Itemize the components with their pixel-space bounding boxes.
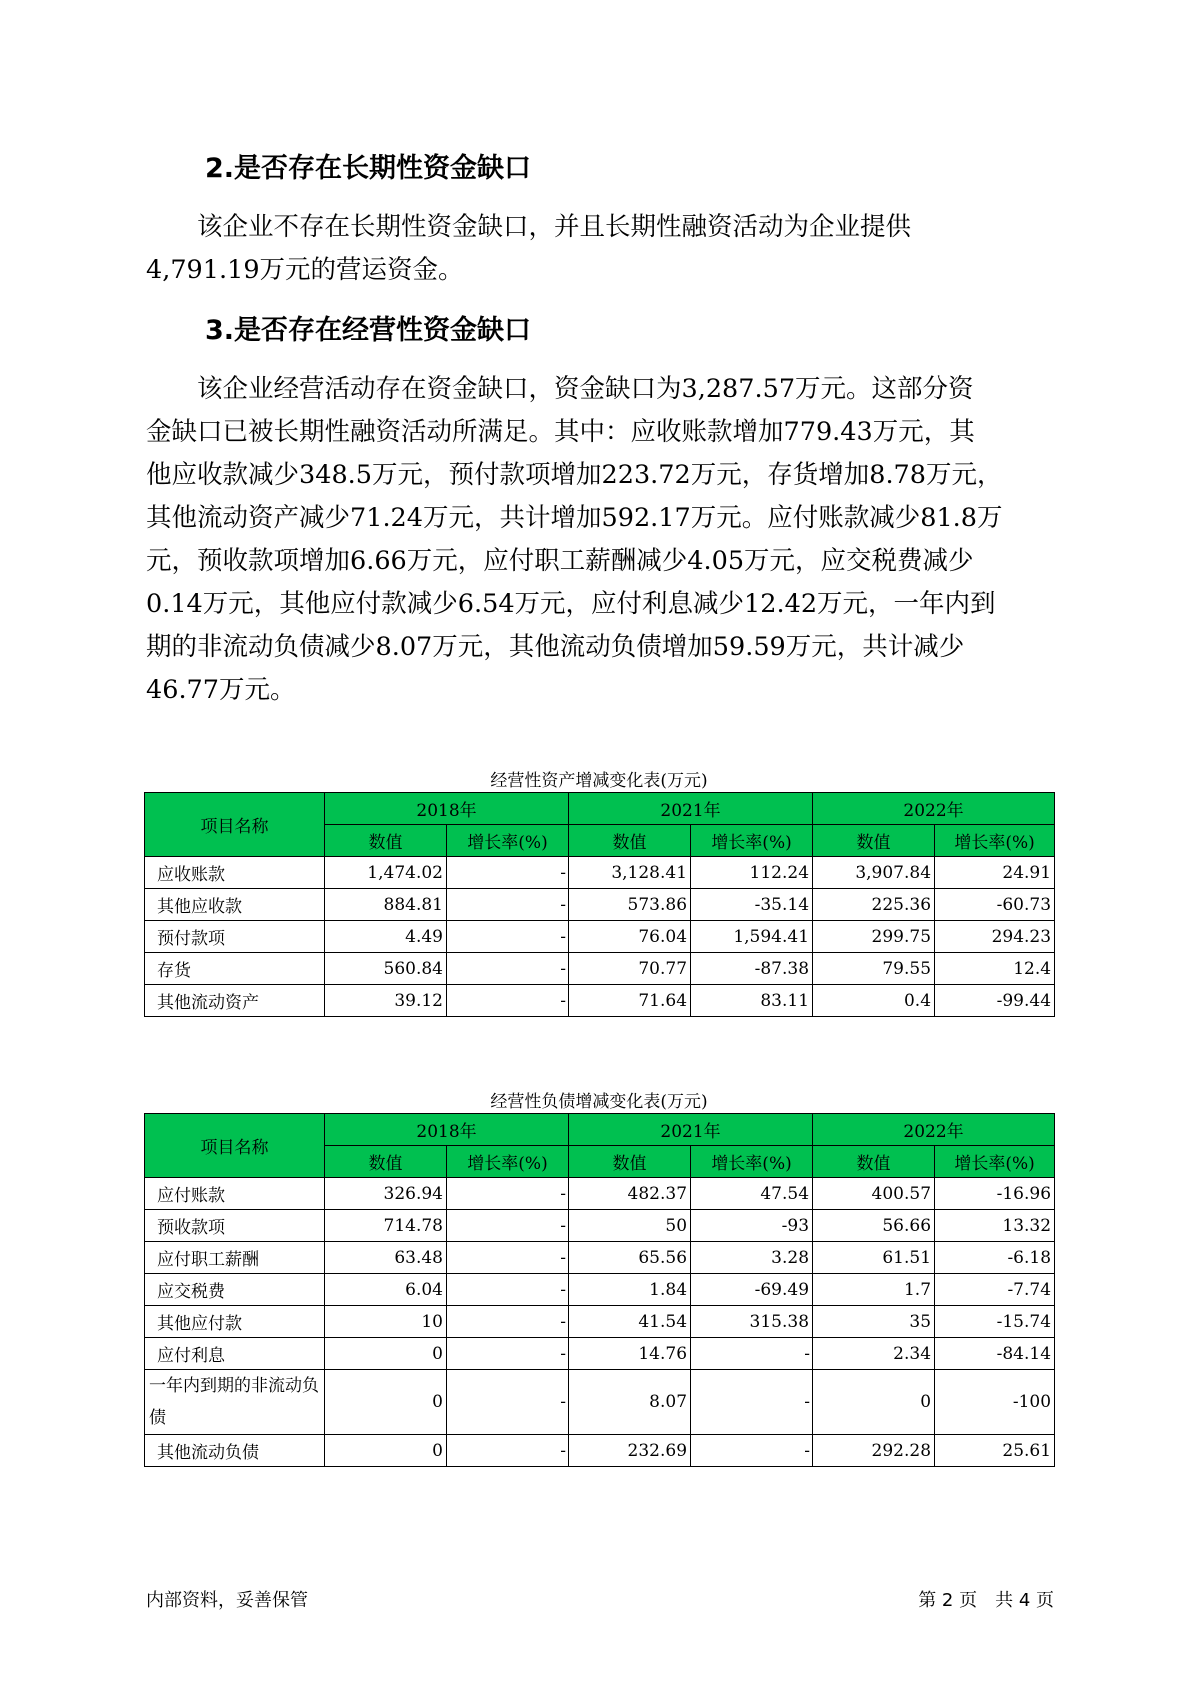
column-header-value: 数值 — [813, 1146, 935, 1178]
column-header-year: 2018年 — [325, 1114, 569, 1146]
column-header-growth-rate: 增长率(%) — [691, 825, 813, 857]
cell-value: 1.84 — [569, 1274, 691, 1306]
cell-growth-rate: - — [447, 1242, 569, 1274]
cell-growth-rate: - — [447, 1178, 569, 1210]
cell-value: 225.36 — [813, 889, 935, 921]
cell-growth-rate: -87.38 — [691, 953, 813, 985]
cell-value: 1,474.02 — [325, 857, 447, 889]
cell-growth-rate: - — [447, 1210, 569, 1242]
cell-value: 400.57 — [813, 1178, 935, 1210]
column-header-value: 数值 — [813, 825, 935, 857]
table-row — [145, 1274, 1055, 1306]
cell-value: 70.77 — [569, 953, 691, 985]
column-header-year: 2022年 — [813, 793, 1055, 825]
table-row — [145, 985, 1055, 1017]
cell-growth-rate: 24.91 — [935, 857, 1055, 889]
cell-value: 560.84 — [325, 953, 447, 985]
cell-growth-rate: - — [447, 1306, 569, 1338]
column-header-year: 2021年 — [569, 793, 813, 825]
row-item-name: 预付款项 — [145, 921, 325, 953]
column-header-value: 数值 — [569, 1146, 691, 1178]
cell-growth-rate: 25.61 — [935, 1435, 1055, 1467]
cell-growth-rate: 3.28 — [691, 1242, 813, 1274]
table-row — [145, 889, 1055, 921]
table-row — [145, 953, 1055, 985]
cell-growth-rate: -35.14 — [691, 889, 813, 921]
cell-value: 10 — [325, 1306, 447, 1338]
paragraph-long-term-gap — [146, 206, 1046, 292]
table-caption-assets: 经营性资产增减变化表(万元) — [490, 771, 708, 791]
cell-growth-rate: -84.14 — [935, 1338, 1055, 1370]
cell-value: 6.04 — [325, 1274, 447, 1306]
table-row — [145, 1435, 1055, 1467]
row-item-name: 其他流动负债 — [145, 1435, 325, 1467]
paragraph-line: 46.77万元。 — [146, 675, 296, 705]
cell-growth-rate: 112.24 — [691, 857, 813, 889]
column-header-value: 数值 — [325, 825, 447, 857]
table-caption-liabilities: 经营性负债增减变化表(万元) — [490, 1092, 708, 1112]
table-header-row — [145, 1114, 1055, 1146]
cell-value: 50 — [569, 1210, 691, 1242]
table-row — [145, 1306, 1055, 1338]
cell-value: 714.78 — [325, 1210, 447, 1242]
cell-growth-rate: -69.49 — [691, 1274, 813, 1306]
cell-value: 8.07 — [569, 1370, 691, 1435]
cell-growth-rate: 12.4 — [935, 953, 1055, 985]
cell-growth-rate: -15.74 — [935, 1306, 1055, 1338]
cell-value: 71.64 — [569, 985, 691, 1017]
column-header-year: 2021年 — [569, 1114, 813, 1146]
paragraph-line: 其他流动资产减少71.24万元，共计增加592.17万元。应付账款减少81.8万 — [146, 503, 1003, 533]
cell-value: 65.56 — [569, 1242, 691, 1274]
footer-page-number: 第 2 页 共 4 页 — [918, 1590, 1054, 1611]
cell-value: 79.55 — [813, 953, 935, 985]
table-row — [145, 1178, 1055, 1210]
cell-value: 884.81 — [325, 889, 447, 921]
paragraph-line: 金缺口已被长期性融资活动所满足。其中：应收账款增加779.43万元，其 — [146, 417, 975, 447]
cell-growth-rate: - — [691, 1338, 813, 1370]
cell-growth-rate: 1,594.41 — [691, 921, 813, 953]
cell-value: 573.86 — [569, 889, 691, 921]
cell-growth-rate: - — [447, 921, 569, 953]
column-header-year: 2018年 — [325, 793, 569, 825]
column-header-growth-rate: 增长率(%) — [447, 1146, 569, 1178]
section-heading-long-term-gap: 2.是否存在长期性资金缺口 — [205, 153, 532, 184]
cell-value: 232.69 — [569, 1435, 691, 1467]
row-item-name: 应交税费 — [145, 1274, 325, 1306]
cell-growth-rate: -16.96 — [935, 1178, 1055, 1210]
column-header-growth-rate: 增长率(%) — [691, 1146, 813, 1178]
cell-growth-rate: 294.23 — [935, 921, 1055, 953]
paragraph-line: 0.14万元，其他应付款减少6.54万元，应付利息减少12.42万元，一年内到 — [146, 589, 996, 619]
paragraph-line: 该企业经营活动存在资金缺口，资金缺口为3,287.57万元。这部分资 — [146, 374, 974, 404]
cell-value: 2.34 — [813, 1338, 935, 1370]
cell-value: 14.76 — [569, 1338, 691, 1370]
cell-value: 3,907.84 — [813, 857, 935, 889]
row-item-name: 其他应收款 — [145, 889, 325, 921]
row-item-name: 应付账款 — [145, 1178, 325, 1210]
cell-growth-rate: - — [447, 889, 569, 921]
row-item-name: 其他应付款 — [145, 1306, 325, 1338]
table-row — [145, 1338, 1055, 1370]
table-row — [145, 921, 1055, 953]
column-header-value: 数值 — [325, 1146, 447, 1178]
section-heading-operating-gap: 3.是否存在经营性资金缺口 — [205, 315, 532, 346]
paragraph-line: 4,791.19万元的营运资金。 — [146, 255, 464, 285]
paragraph-operating-gap — [146, 368, 1046, 712]
cell-value: 76.04 — [569, 921, 691, 953]
cell-value: 299.75 — [813, 921, 935, 953]
column-header-growth-rate: 增长率(%) — [447, 825, 569, 857]
cell-value: 0 — [325, 1370, 447, 1435]
cell-value: 3,128.41 — [569, 857, 691, 889]
cell-growth-rate: -99.44 — [935, 985, 1055, 1017]
cell-value: 1.7 — [813, 1274, 935, 1306]
cell-growth-rate: 83.11 — [691, 985, 813, 1017]
cell-growth-rate: -7.74 — [935, 1274, 1055, 1306]
cell-value: 0 — [325, 1435, 447, 1467]
cell-value: 482.37 — [569, 1178, 691, 1210]
cell-growth-rate: 315.38 — [691, 1306, 813, 1338]
row-item-name: 其他流动资产 — [145, 985, 325, 1017]
table-row — [145, 857, 1055, 889]
cell-growth-rate: -60.73 — [935, 889, 1055, 921]
row-item-name: 一年内到期的非流动负债 — [145, 1370, 325, 1435]
row-item-name: 存货 — [145, 953, 325, 985]
table-header-row — [145, 793, 1055, 825]
cell-value: 0 — [325, 1338, 447, 1370]
cell-growth-rate: 47.54 — [691, 1178, 813, 1210]
cell-growth-rate: - — [447, 1435, 569, 1467]
paragraph-line: 元，预收款项增加6.66万元，应付职工薪酬减少4.05万元，应交税费减少 — [146, 546, 974, 576]
cell-growth-rate: -100 — [935, 1370, 1055, 1435]
column-header-growth-rate: 增长率(%) — [935, 825, 1055, 857]
operating-liabilities-table — [144, 1113, 1055, 1467]
operating-assets-table — [144, 792, 1055, 1017]
table-row — [145, 1370, 1055, 1435]
cell-value: 41.54 — [569, 1306, 691, 1338]
cell-value: 39.12 — [325, 985, 447, 1017]
table-row — [145, 1210, 1055, 1242]
column-header-year: 2022年 — [813, 1114, 1055, 1146]
cell-value: 35 — [813, 1306, 935, 1338]
cell-growth-rate: 13.32 — [935, 1210, 1055, 1242]
cell-value: 292.28 — [813, 1435, 935, 1467]
cell-value: 61.51 — [813, 1242, 935, 1274]
cell-value: 0 — [813, 1370, 935, 1435]
table-row — [145, 1242, 1055, 1274]
row-item-name: 应收账款 — [145, 857, 325, 889]
cell-value: 0.4 — [813, 985, 935, 1017]
cell-growth-rate: -6.18 — [935, 1242, 1055, 1274]
row-item-name: 预收款项 — [145, 1210, 325, 1242]
cell-value: 326.94 — [325, 1178, 447, 1210]
column-header-growth-rate: 增长率(%) — [935, 1146, 1055, 1178]
cell-growth-rate: - — [447, 1274, 569, 1306]
row-item-name: 应付职工薪酬 — [145, 1242, 325, 1274]
cell-growth-rate: - — [691, 1370, 813, 1435]
paragraph-line: 他应收款减少348.5万元，预付款项增加223.72万元，存货增加8.78万元， — [146, 460, 1003, 490]
cell-growth-rate: - — [447, 1338, 569, 1370]
column-header-item-name: 项目名称 — [145, 793, 325, 857]
cell-growth-rate: - — [691, 1435, 813, 1467]
row-item-name: 应付利息 — [145, 1338, 325, 1370]
cell-growth-rate: - — [447, 985, 569, 1017]
footer-confidential-note: 内部资料，妥善保管 — [146, 1590, 308, 1611]
cell-growth-rate: - — [447, 953, 569, 985]
cell-value: 56.66 — [813, 1210, 935, 1242]
paragraph-line: 期的非流动负债减少8.07万元，其他流动负债增加59.59万元，共计减少 — [146, 632, 965, 662]
cell-growth-rate: -93 — [691, 1210, 813, 1242]
cell-growth-rate: - — [447, 1370, 569, 1435]
column-header-value: 数值 — [569, 825, 691, 857]
cell-value: 63.48 — [325, 1242, 447, 1274]
cell-value: 4.49 — [325, 921, 447, 953]
paragraph-line: 该企业不存在长期性资金缺口，并且长期性融资活动为企业提供 — [146, 212, 912, 242]
cell-growth-rate: - — [447, 857, 569, 889]
column-header-item-name: 项目名称 — [145, 1114, 325, 1178]
